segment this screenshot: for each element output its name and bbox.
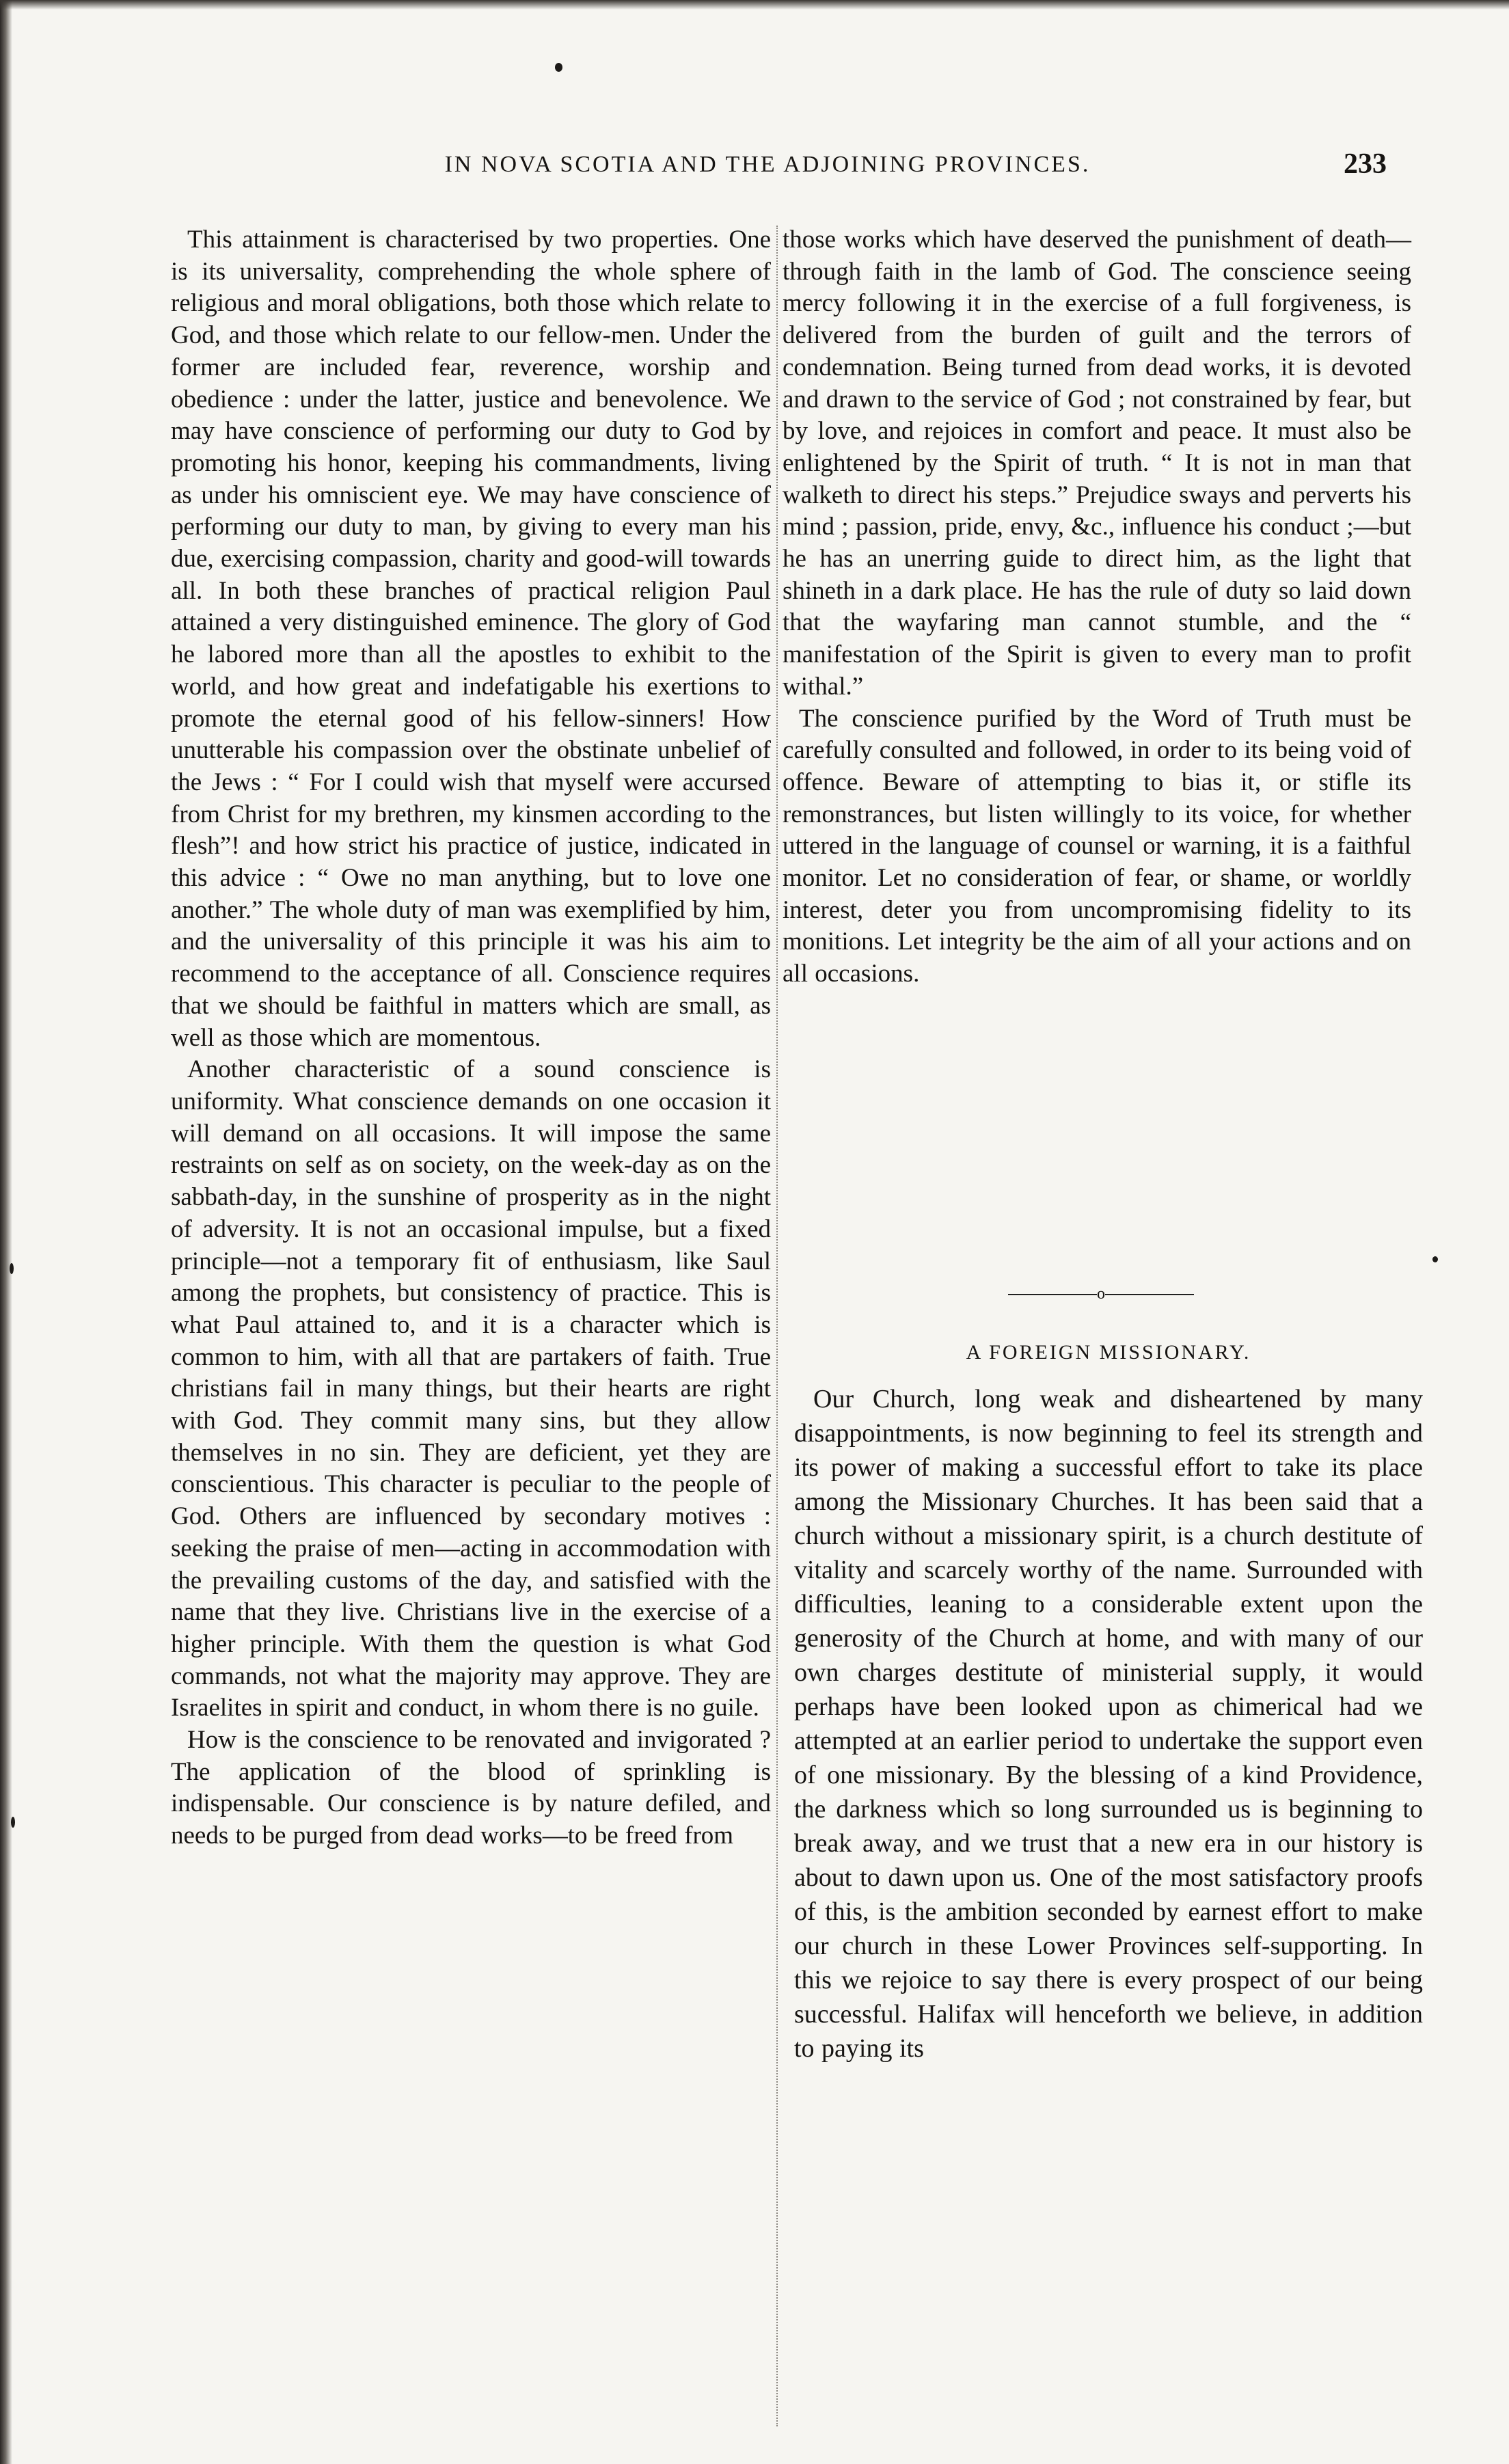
paragraph: The conscience purified by the Word of Truth must be carefully consulted and followed, in order to its being void of offence. Beware of attempting to bias it, or stifle its remonstrances, but listen willingly to its voice, for whether uttered in the language of counsel or warning, it is a faithful monitor. Let no consideration of fear, or shame, or worldly interest, deter you from uncompromising fidelity to its monitions. Let integrity be the aim of all your actions and on all occasions.: [783, 704, 1411, 988]
paragraph: those works which have deserved the punishment of death—through faith in the lamb of God. The conscience seeing mercy following it in the exercise of a full forgiveness, is delivered from the burden of guilt and the terrors of condemnation. Being turned from dead works, it is devoted and drawn to the service of God ; not constrained by fear, but by love, and rejoices in comfort and peace. It must also be enlightened by the Spirit of truth. “ It is not in man that walketh to direct his steps.” Prejudice sways and perverts his mind ; passion, pride, envy, &c., influence his conduct ;—but he has an unerring guide to direct him, as the light that shineth in a dark place. He has the rule of duty so laid down that the wayfaring man cannot stumble, and the “ manifestation of the Spirit is given to every man to profit withal.”: [783, 226, 1411, 701]
divider-mark: o: [1097, 1285, 1105, 1303]
ink-speck: [10, 1263, 14, 1274]
ink-speck: [555, 63, 562, 72]
right-column-top: [783, 224, 1411, 990]
section-divider: [995, 1284, 1207, 1304]
left-column: [171, 224, 771, 1852]
section-title: A FOREIGN MISSIONARY.: [966, 1341, 1251, 1364]
page-binding-edge: [0, 0, 12, 2464]
ink-speck: [11, 1817, 15, 1828]
ink-speck: [1432, 1256, 1438, 1262]
page-top-edge: [0, 0, 1509, 10]
right-column-bottom: [794, 1382, 1423, 2066]
paragraph: Another characteristic of a sound conscience is uniformity. What conscience demands on one occasion it will demand on all occasions. It will impose the same restraints on self as on society, on the week-day as on the sabbath-day, in the sunshine of prosperity as in the night of adversity. It is not an occasional impulse, but a fixed principle—not a temporary fit of enthusiasm, like Saul among the prophets, but consistency of practice. This is what Paul attained to, and it is a character which is common to him, with all that are partakers of faith. True christians fail in many things, but their hearts are right with God. They commit many sins, but they allow themselves in no sin. They are deficient, yet they are conscientious. This character is peculiar to the people of God. Others are influenced by secondary motives : seeking the praise of men—acting in accommodation with the prevailing customs of the day, and satisfied with the name that they live. Christians live in the exercise of a higher principle. With them the question is what God commands, not what the majority may approve. They are Israelites in spirit and conduct, in whom there is no guile.: [171, 1055, 771, 1722]
paragraph: This attainment is characterised by two properties. One is its universality, comprehending the whole sphere of religious and moral obligations, both those which relate to God, and those which relate to our fellow-men. Under the former are included fear, reverence, worship and obedience : under the latter, justice and benevolence. We may have conscience of performing our duty to God by promoting his honor, keeping his commandments, living as under his omniscient eye. We may have conscience of performing our duty to man, by giving to every man his due, exercising compassion, charity and good-will towards all. In both these branches of practical religion Paul attained a very distinguished eminence. The glory of God he labored more than all the apostles to exhibit to the world, and how great and indefatigable his exertions to promote the eternal good of his fellow-sinners! How unutterable his compassion over the obstinate unbelief of the Jews : “ For I could wish that myself were accursed from Christ for my brethren, my kinsmen according to the flesh”! and how strict his practice of justice, indicated in this advice : “ Owe no man anything, but to love one another.” The whole duty of man was exemplified by him, and the universality of this principle it was his aim to recommend to the acceptance of all. Conscience requires that we should be faithful in matters which are small, as well as those which are momentous.: [171, 226, 771, 1052]
paragraph: How is the conscience to be renovated and invigorated ? The application of the blood of sprinkling is indispensable. Our conscience is by nature defiled, and needs to be purged from dead works—to be freed from: [171, 1726, 771, 1850]
column-rule: [776, 226, 778, 2426]
page-number: 233: [1344, 148, 1387, 180]
paragraph: Our Church, long weak and disheartened by many disappointments, is now beginning to feel its strength and its power of making a successful effort to take its place among the Missionary Churches. It has been said that a church without a missionary spirit, is a church destitute of vitality and scarcely worthy of the name. Surrounded with difficulties, leaning to a considerable extent upon the generosity of the Church at home, and with many of our own charges destitute of ministerial supply, it would perhaps have been looked upon as chimerical had we attempted at an earlier period to undertake the support even of one missionary. By the blessing of a kind Providence, the darkness which so long surrounded us is beginning to break away, and we trust that a new era in our history is about to dawn upon us. One of the most satisfactory proofs of this, is the ambition seconded by earnest effort to make our church in these Lower Provinces self-supporting. In this we rejoice to say there is every prospect of our being successful. Halifax will henceforth we believe, in addition to paying its: [794, 1385, 1423, 2063]
running-header: IN NOVA SCOTIA AND THE ADJOINING PROVINCES.: [444, 152, 1091, 177]
